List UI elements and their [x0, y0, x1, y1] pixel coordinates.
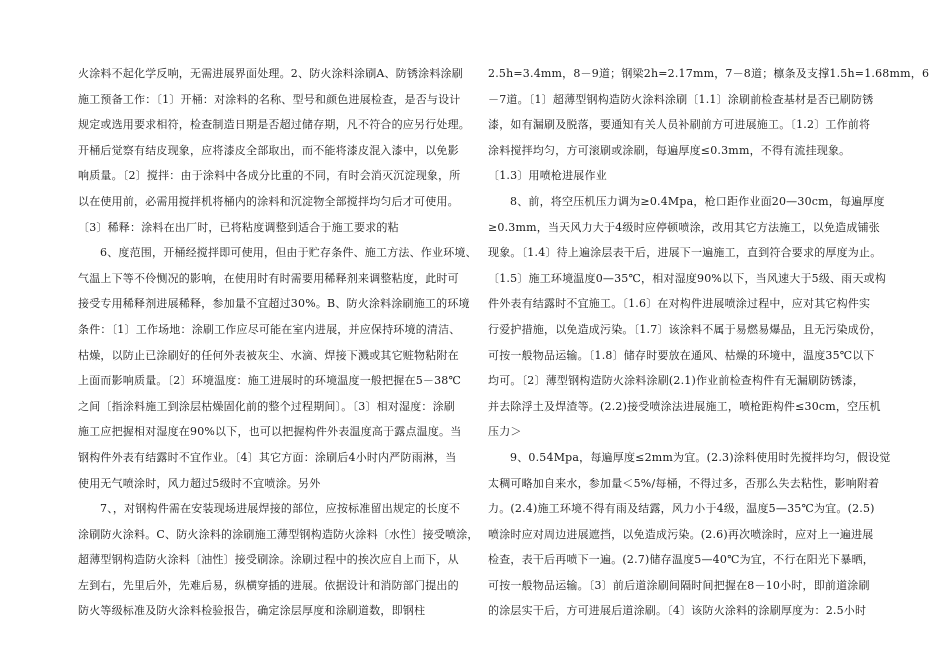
text-line: 的涂层实干后，方可进展后道涂刷。〔4〕该防火涂料的涂刷厚度为：2.5小时 [488, 604, 867, 618]
text-line: 行爱护措施，以免造成污染。〔1.7〕该涂料不属于易燃易爆品，且无污染成份， [488, 322, 882, 336]
text-line: 并去除浮土及焊渣等。(2.2)接受喷涂法进展施工，喷枪距构件≤30cm，空压机 [488, 399, 881, 413]
text-line: 检查，表干后再喷下一遍。(2.7)储存温度5—40℃为宜，不行在阳光下暴晒， [488, 553, 874, 567]
text-line: 使用无气喷涂时，风力超过5级时不宜喷涂。另外 [78, 476, 321, 490]
text-line: 规定或选用要求相符，检查制造日期是否超过储存期，凡不符合的应另行处理。 [78, 118, 470, 132]
text-line: 喷涂时应对周边进展遮挡，以免造成污染。(2.6)再次喷涂时，应对上一遍进展 [488, 527, 874, 541]
text-line: 接受专用稀释剂进展稀释，参加量不宜超过30%。B、防火涂料涂刷施工的环境 [78, 297, 470, 311]
text-line: 9、0.54Mpa，每遍厚度≤2mm为宜。(2.3)涂料使用时先搅拌均匀，假设觉 [510, 450, 891, 464]
text-line: 开桶后觉察有结皮现象，应将漆皮全部取出，而不能将漆皮混入漆中，以免影 [78, 143, 459, 157]
text-line: 条件：〔1〕工作场地：涂刷工作应尽可能在室内进展，并应保持环境的清洁、 [78, 322, 461, 336]
text-line: 力。(2.4)施工环境不得有雨及结露，风力小于4级，温度5—35℃为宜。(2.5) [488, 502, 875, 516]
left-text-column [78, 61, 479, 624]
text-line: 可按一般物品运输。〔1.8〕储存时要放在通风、枯燥的环境中，温度35℃以下 [488, 348, 875, 362]
text-line: 超薄型钢构造防火涂料〔油性〕接受刷涂。涂刷过程中的挨次应自上而下，从 [78, 553, 459, 567]
text-line: 〔3〕稀释：涂料在出厂时，已将粘度调整到适合于施工要求的粘 [78, 220, 399, 234]
text-line: 气温上下等不伶恻况的影响，在使用时有时需要用稀释剂来调整粘度，此时可 [78, 271, 459, 285]
text-line: 以在使用前，必需用搅拌机将桶内的涂料和沉淀物全部搅拌均匀后才可使用。 [78, 194, 459, 208]
text-line: 响质量。〔2〕搅拌：由于涂料中各成分比重的不同，有时会消灭沉淀现象，所 [78, 169, 461, 183]
text-line: 防火等级标准及防火涂料检验报告，确定涂层厚度和涂刷道数，即钢柱 [78, 604, 426, 618]
text-line: 2.5h=3.4mm，8－9道；钢梁2h=2.17mm，7－8道；檩条及支撑1.5h=1.68mm，6 [488, 67, 930, 80]
right-text-column [488, 61, 930, 624]
text-line: 压力＞ [488, 425, 522, 439]
text-line: 钢构件外表有结露时不宜作业。〔4〕其它方面：涂刷后4小时内严防雨淋，当 [78, 450, 457, 464]
text-line: 件外表有结露时不宜施工。〔1.6〕在对构件进展喷涂过程中，应对其它构件实 [488, 297, 871, 311]
text-line: 可按一般物品运输。〔3〕前后道涂刷间隔时间把握在8－10小时，即前道涂刷 [488, 578, 870, 592]
text-line: 〔1.3〕用喷枪进展作业 [488, 169, 607, 183]
text-line: 〔1.5〕施工环境温度0—35℃，相对湿度90%以下，当风速大于5级、雨天或构 [488, 271, 887, 285]
text-line: 火涂料不起化学反响，无需进展界面处理。2、防火涂料涂刷A、防锈涂料涂刷 [78, 67, 463, 80]
text-line: 漆，如有漏刷及脱落，要通知有关人员补刷前方可进展施工。〔1.2〕工作前将 [488, 118, 871, 132]
text-line: 左到右，先里后外，先难后易，纵横穿插的进展。依据设计和消防部门提出的 [78, 578, 459, 592]
text-line: 枯燥，以防止已涂刷好的任何外表被灰尘、水滴、焊接下溅或其它赃物粘附在 [78, 348, 459, 362]
text-line: 均可。〔2〕薄型钢构造防火涂料涂刷(2.1)作业前检查构件有无漏刷防锈漆， [488, 374, 864, 388]
text-line: 施工应把握相对湿度在90%以下，也可以把握构件外表温度高于露点温度。当 [78, 425, 462, 439]
text-line: 太稠可略加自来水，参加量＜5%/每桶，不得过多，否那么失去粘性，影响附着 [488, 476, 880, 490]
text-line: 上面而影响质量。〔2〕环境温度：施工进展时的环境温度一般把握在5－38℃ [78, 374, 461, 388]
text-line: 涂刷防火涂料。C、防火涂料的涂刷施工薄型钢构造防火涂料〔水性〕接受喷涂， [78, 527, 479, 541]
text-line: 6、度范围，开桶经搅拌即可使用，但由于贮存条件、施工方法、作业环境、 [100, 246, 477, 260]
text-line: －7道。〔1〕超薄型钢构造防火涂料涂刷〔1.1〕涂刷前检查基材是否已刷防锈 [488, 92, 874, 106]
text-line: 施工预备工作：〔1〕开桶：对涂料的名称、型号和颜色进展检查，是否与设计 [78, 92, 461, 106]
text-line: 7、，对钢构件需在安装现场进展焊接的部位，应按标准留出规定的长度不 [100, 502, 461, 516]
text-line: 涂料搅拌均匀，方可滚刷或涂刷，每遍厚度≤0.3mm，不得有流挂现象。 [488, 143, 851, 157]
text-line: 8、前，将空压机压力调为≥0.4Mpa，枪口距作业面20—30cm，每遍厚度 [510, 194, 885, 208]
text-line: ≥0.3mm，当天风力大于4级时应停顿喷涂，改用其它方法施工，以免造成铺张 [488, 220, 880, 234]
text-line: 现象。〔1.4〕待上遍涂层表干后，进展下一遍施工，直到符合要求的厚度为止。 [488, 246, 882, 260]
text-line: 之间〔指涂料施工到涂层枯燥固化前的整个过程期间〕。〔3〕相对湿度：涂刷 [78, 399, 455, 413]
